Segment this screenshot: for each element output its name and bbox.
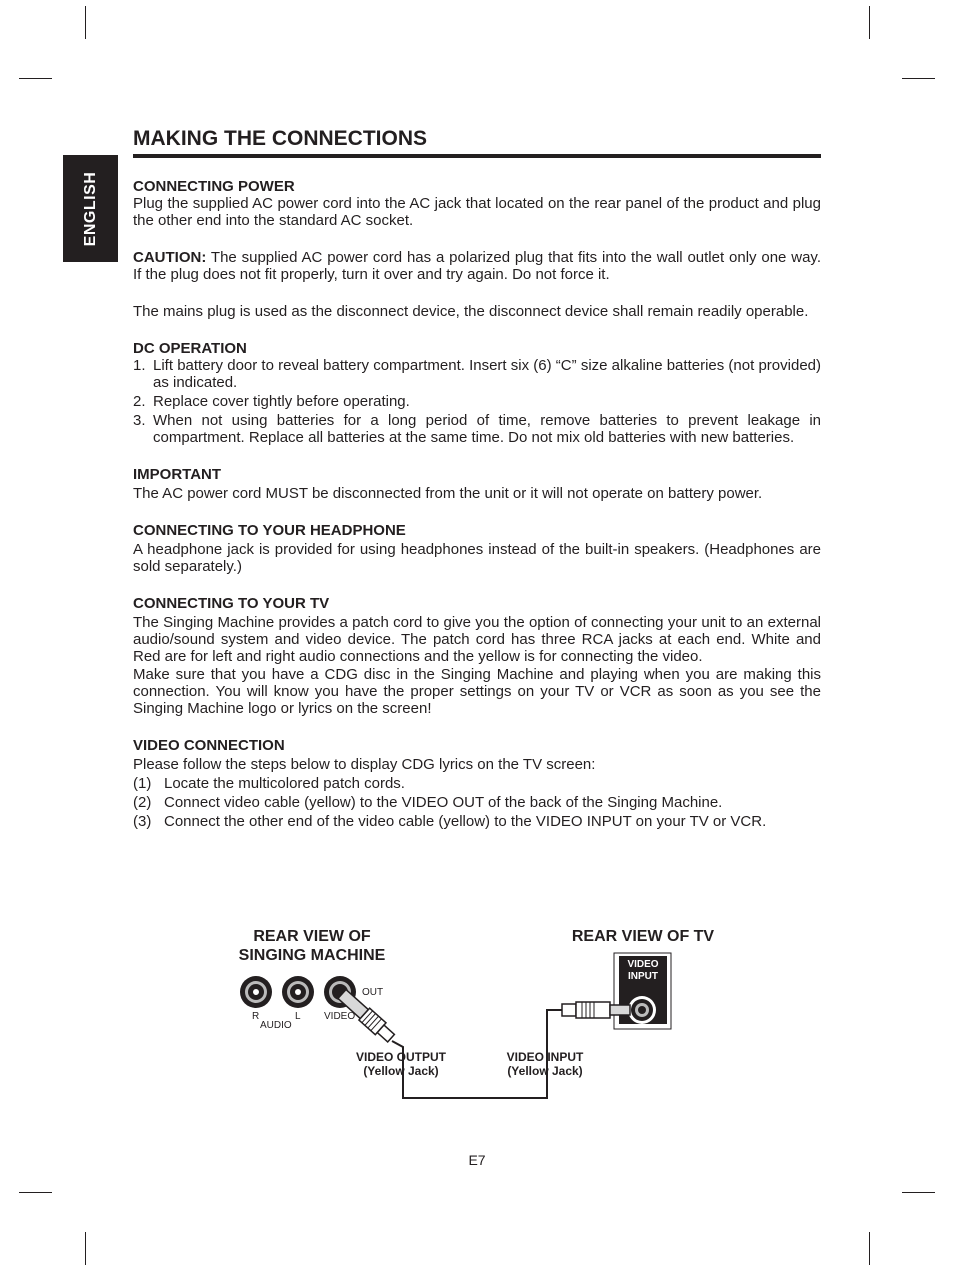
headphone-heading: CONNECTING TO YOUR HEADPHONE: [133, 522, 406, 539]
video-input-label-1: VIDEO INPUT: [506, 1050, 584, 1064]
video-plug-tv: [562, 1002, 630, 1018]
mains-text: The mains plug is used as the disconnect device, the disconnect device shall remain readily operable.: [133, 303, 809, 320]
label-r: R: [252, 1011, 260, 1022]
language-tab-label: ENGLISH: [81, 171, 99, 246]
audio-r-jack: [240, 976, 272, 1008]
tv-jack-label-1: VIDEO: [627, 959, 659, 970]
important-text: The AC power cord MUST be disconnected from the unit or it will not operate on battery power.: [133, 485, 763, 502]
dc-item: 1. Lift battery door to reveal battery compartment. Insert six (6) “C” size alkaline batteries (not provided) as indicated.: [133, 357, 821, 391]
tv-title: REAR VIEW OF TV: [571, 928, 715, 945]
machine-title-line-1: REAR VIEW OF: [253, 928, 371, 945]
label-l: L: [295, 1011, 301, 1022]
tv-heading: CONNECTING TO YOUR TV: [133, 595, 330, 612]
label-out: OUT: [362, 987, 384, 998]
dc-item: 2. Replace cover tightly before operating.: [133, 393, 410, 410]
video-intro: Please follow the steps below to display CDG lyrics on the TV screen:: [133, 756, 596, 773]
power-text: Plug the supplied AC power cord into the AC jack that located on the rear panel of the product and plug the other end into the standard AC socket.: [133, 195, 821, 229]
audio-l-jack: [282, 976, 314, 1008]
dc-item: 3. When not using batteries for a long period of time, remove batteries to prevent leakage in compartment. Replace all batteries at the same time. Do not mix old batteries with new batteries.: [133, 412, 821, 446]
video-step: (3) Connect the other end of the video cable (yellow) to the VIDEO INPUT on your TV or VCR.: [133, 813, 767, 830]
video-output-label-2: (Yellow Jack): [363, 1064, 439, 1078]
tv-rear-panel: [614, 953, 671, 1029]
video-heading: VIDEO CONNECTION: [133, 737, 285, 754]
video-step: (1) Locate the multicolored patch cords.: [133, 775, 405, 792]
label-audio: AUDIO: [260, 1020, 292, 1031]
label-video: VIDEO: [324, 1011, 356, 1022]
tv-jack-label-2: INPUT: [628, 971, 658, 982]
machine-title-line-2: SINGING MACHINE: [238, 947, 386, 964]
caution-label: CAUTION:: [133, 249, 207, 266]
dc-heading: DC OPERATION: [133, 340, 247, 357]
video-input-label-2: (Yellow Jack): [507, 1064, 583, 1078]
power-heading: CONNECTING POWER: [133, 178, 295, 195]
video-output-label-1: VIDEO OUTPUT: [355, 1050, 447, 1064]
page-number: E7: [468, 1152, 486, 1168]
caution-text: The supplied AC power cord has a polarized plug that fits into the wall outlet only one way. If the plug does not fit properly, turn it over and try again. Do not force it.: [133, 249, 821, 283]
page-title: MAKING THE CONNECTIONS: [133, 126, 821, 158]
important-heading: IMPORTANT: [133, 466, 222, 483]
video-step: (2) Connect video cable (yellow) to the VIDEO OUT of the back of the Singing Machine.: [133, 794, 723, 811]
tv-text-1: The Singing Machine provides a patch cord to give you the option of connecting your unit to an external audio/sound system and video device. The patch cord has three RCA jacks at each end. White and Red are for left and right audio connections and the yellow is for connecting the video.: [133, 614, 821, 665]
tv-text-2: Make sure that you have a CDG disc in the Singing Machine and playing when you are making this connection. You will know you have the proper settings on your TV or VCR as soon as you see the Singing Machine logo or lyrics on the screen!: [133, 666, 821, 717]
headphone-text: A headphone jack is provided for using headphones instead of the built-in speakers. (Headphones are sold separately.): [133, 541, 821, 575]
